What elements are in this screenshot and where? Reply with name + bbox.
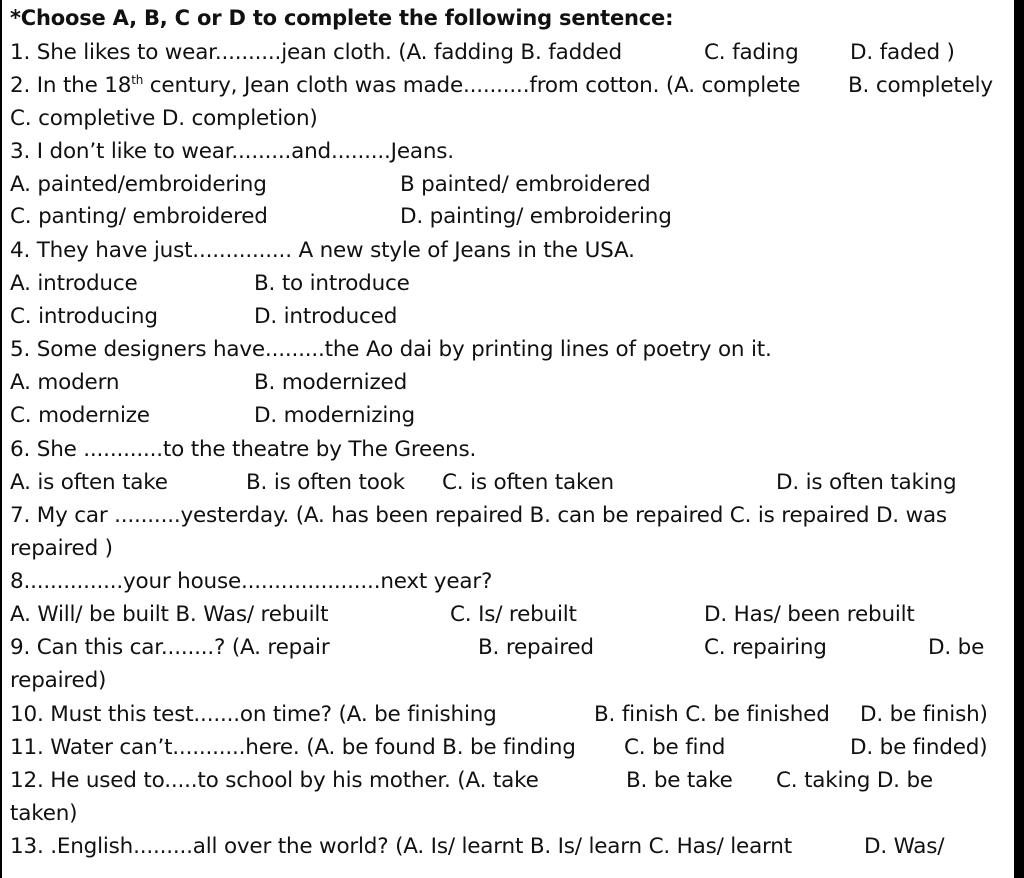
q10-options-bc: B. finish C. be finished — [594, 702, 830, 727]
q3-option-b: B painted/ embroidered — [400, 172, 651, 197]
q7-option-d-cont: repaired ) — [10, 536, 113, 561]
q1-option-c: C. fading — [704, 40, 799, 65]
q13-text: 13. .English.........all over the world? (A. Is/ learnt B. Is/ learn C. Has/ learnt — [10, 834, 792, 859]
q6-option-a: A. is often take — [10, 470, 168, 495]
q3-option-c: C. panting/ embroidered — [10, 204, 268, 229]
q11-option-d: D. be finded) — [850, 735, 988, 760]
q11-text: 11. Water can’t...........here. (A. be found B. be finding — [10, 735, 576, 760]
q4-text: 4. They have just............... A new style of Jeans in the USA. — [10, 238, 635, 263]
q8-option-c: C. Is/ rebuilt — [450, 602, 577, 627]
q6-option-d: D. is often taking — [776, 470, 957, 495]
heading-text: *Choose A, B, C or D to complete the following sentence: — [10, 6, 674, 30]
q4-option-b: B. to introduce — [254, 271, 410, 296]
q3-text: 3. I don’t like to wear.........and.........Jeans. — [10, 139, 454, 164]
q8-option-d: D. Has/ been rebuilt — [704, 602, 915, 627]
q1-text: 1. She likes to wear..........jean cloth. (A. fadding B. fadded — [10, 40, 622, 65]
q9-text: 9. Can this car........? (A. repair — [10, 635, 330, 660]
q12-text: 12. He used to.....to school by his mother. (A. take — [10, 768, 539, 793]
q8-text: 8...............your house.....................next year? — [10, 569, 493, 594]
q3-option-d: D. painting/ embroidering — [400, 204, 672, 229]
q9-option-b: B. repaired — [478, 635, 594, 660]
q2-option-b: B. completely — [848, 73, 993, 98]
q12-option-b: B. be take — [626, 768, 733, 793]
q2-options-cd: C. completive D. completion) — [10, 106, 318, 131]
q3-option-a: A. painted/embroidering — [10, 172, 267, 197]
q5-option-a: A. modern — [10, 370, 120, 395]
q6-option-b: B. is often took — [246, 470, 405, 495]
q12-options-cd: C. taking D. be — [776, 768, 933, 793]
q10-option-d: D. be finish) — [860, 702, 988, 727]
q6-text: 6. She ............to the theatre by The Greens. — [10, 437, 477, 462]
q1-option-d: D. faded ) — [850, 40, 955, 65]
q10-text: 10. Must this test.......on time? (A. be finishing — [10, 702, 497, 727]
q9-option-c: C. repairing — [704, 635, 827, 660]
q5-option-b: B. modernized — [254, 370, 408, 395]
q9-option-d: D. be — [928, 635, 985, 660]
q8-options-ab: A. Will/ be built B. Was/ rebuilt — [10, 602, 329, 627]
q12-option-d-cont: taken) — [10, 801, 78, 826]
q11-option-c: C. be find — [624, 735, 726, 760]
q4-option-d: D. introduced — [254, 304, 398, 329]
q6-option-c: C. is often taken — [442, 470, 614, 495]
worksheet — [2, 0, 1014, 878]
q4-option-c: C. introducing — [10, 304, 158, 329]
q4-option-a: A. introduce — [10, 271, 138, 296]
q13-option-d: D. Was/ — [864, 834, 945, 859]
q2-text: 2. In the 18th century, Jean cloth was made..........from cotton. (A. complete — [10, 72, 801, 98]
q5-option-c: C. modernize — [10, 403, 150, 428]
q5-text: 5. Some designers have.........the Ao dai by printing lines of poetry on it. — [10, 337, 772, 362]
q9-option-d-cont: repaired) — [10, 668, 107, 693]
q7-text: 7. My car ..........yesterday. (A. has been repaired B. can be repaired C. is repaired D. was — [10, 503, 947, 528]
q5-option-d: D. modernizing — [254, 403, 415, 428]
